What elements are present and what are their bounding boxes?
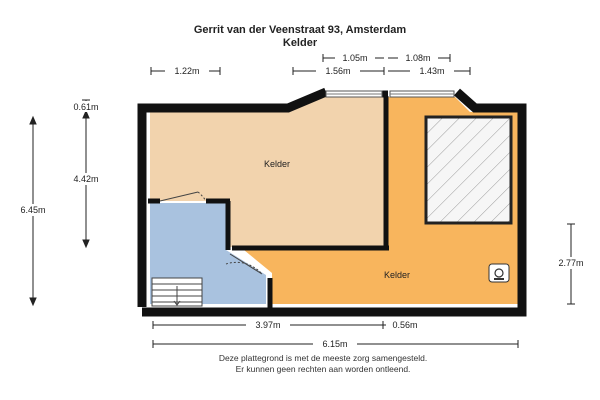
dim-label-top-3-upper: 1.08m	[405, 53, 431, 63]
dim-label-top-2-upper: 1.05m	[342, 53, 368, 63]
boiler-icon	[489, 264, 509, 282]
room-label-kelder-lower: Kelder	[383, 270, 411, 280]
dim-label-left-mid: 4.42m	[73, 174, 99, 184]
dim-label-bottom-total: 6.15m	[322, 339, 348, 349]
stairs	[152, 278, 202, 306]
dim-label-top-3-lower: 1.43m	[419, 66, 445, 76]
dim-label-right: 2.77m	[558, 258, 584, 268]
storage-closet	[426, 117, 511, 223]
window-right	[390, 91, 454, 97]
window-left	[326, 91, 382, 97]
dim-label-top-2-lower: 1.56m	[325, 66, 351, 76]
room-label-kelder-upper: Kelder	[263, 159, 291, 169]
address-title: Gerrit van der Veenstraat 93, Amsterdam	[193, 24, 407, 36]
dim-label-left-small: 0.61m	[73, 102, 99, 112]
disclaimer-line-1: Deze plattegrond is met de meeste zorg samengesteld.	[218, 353, 428, 363]
dim-label-bottom-2: 0.56m	[392, 320, 418, 330]
dim-label-left-total: 6.45m	[20, 205, 46, 215]
dim-label-bottom-1: 3.97m	[255, 320, 281, 330]
disclaimer-line-2: Er kunnen geen rechten aan worden ontleend.	[235, 364, 411, 374]
floor-title: Kelder	[282, 37, 318, 49]
dim-label-top-1: 1.22m	[174, 66, 200, 76]
